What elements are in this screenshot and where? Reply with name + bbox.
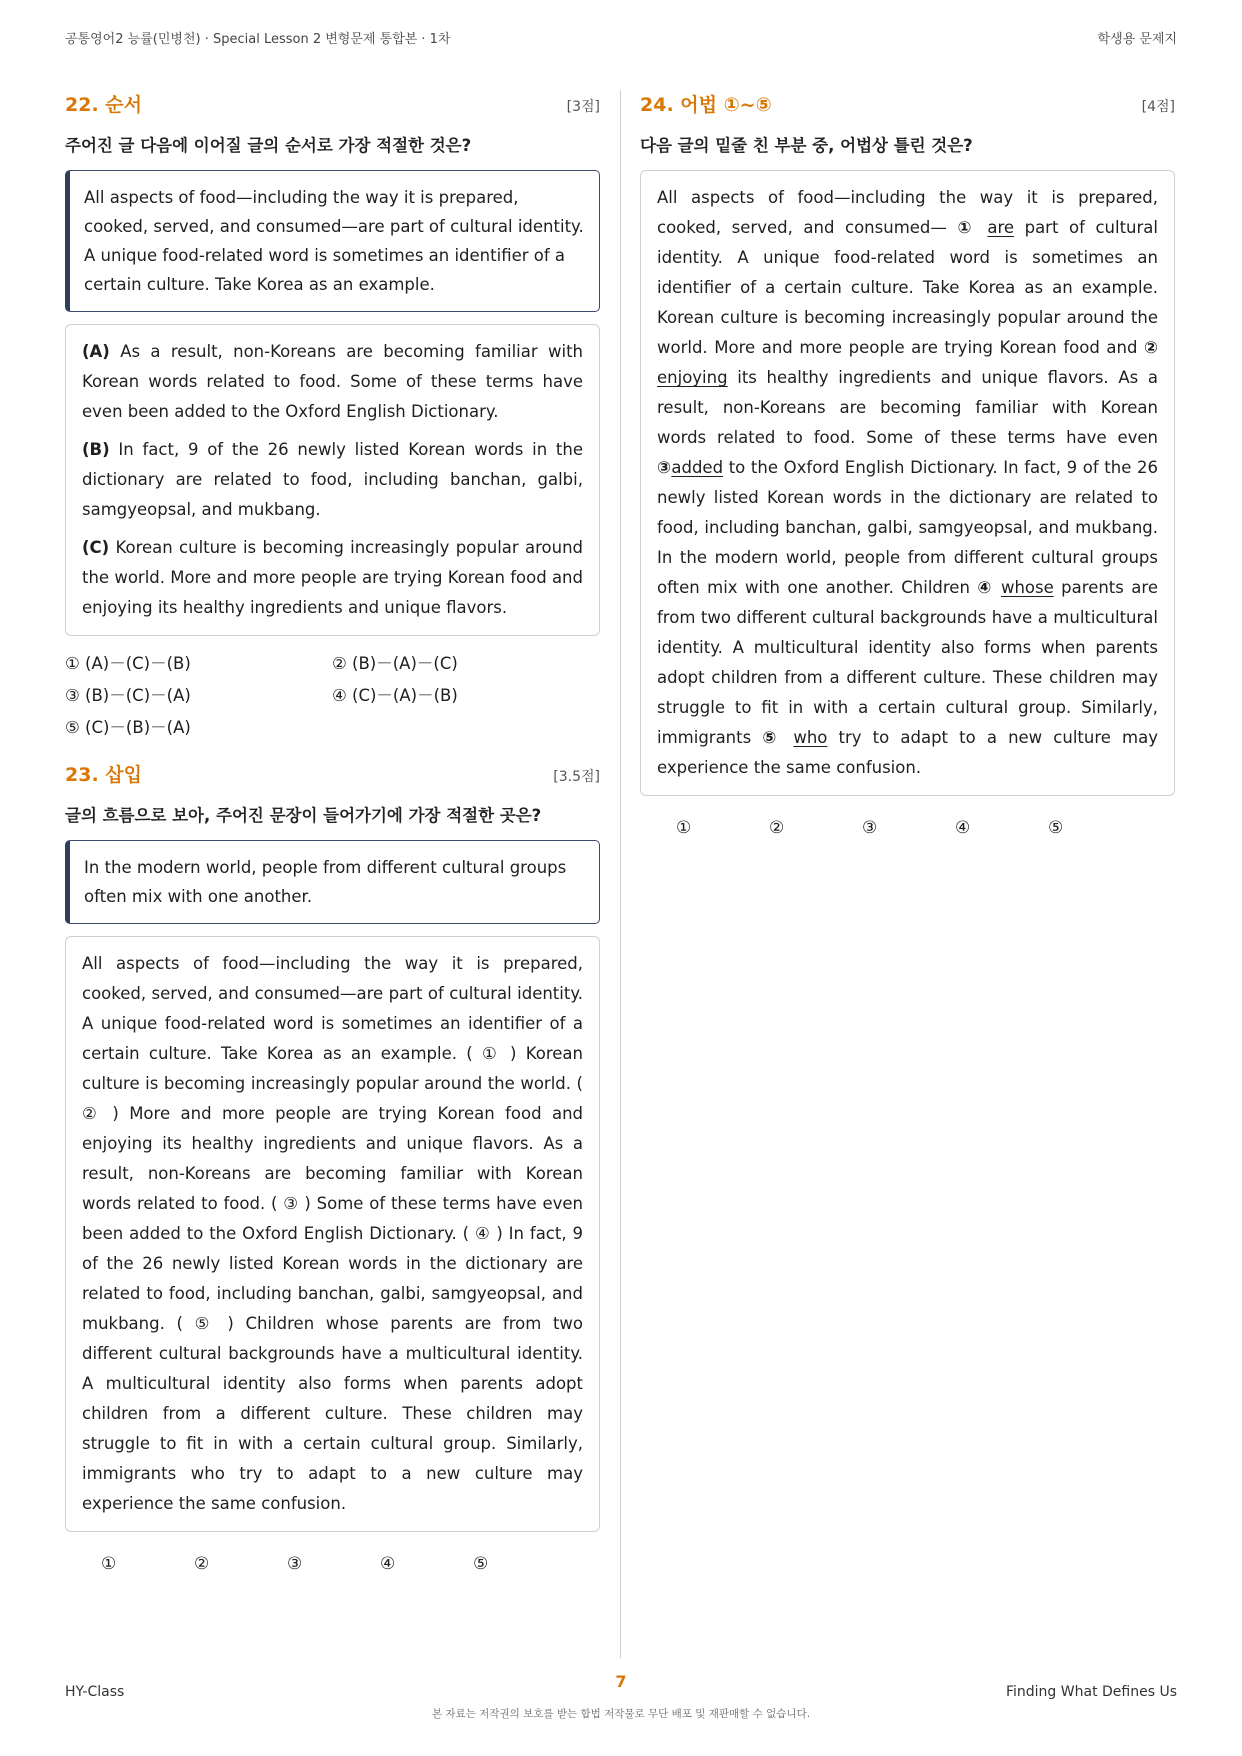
option-1[interactable]: ① (A)－(C)－(B) — [65, 654, 191, 673]
given-sentence-box: In the modern world, people from different cultural groups often mix with one another. — [65, 840, 600, 924]
choice-4[interactable]: ④ — [955, 818, 971, 838]
marker-3: ③ — [657, 458, 672, 477]
question-number: 22. 순서 — [65, 94, 142, 116]
answer-options — [65, 650, 600, 738]
given-text-box: All aspects of food—including the way it is prepared, cooked, served, and consumed—are part of cultural identity. A unique food-related word is sometimes an identifier of a certain culture. Take Korea as an example. — [65, 170, 600, 312]
footer-lesson-title: Finding What Defines Us — [1005, 1684, 1177, 1700]
choice-3[interactable]: ③ — [862, 818, 878, 838]
option-4[interactable]: ④ (C)－(A)－(B) — [332, 686, 458, 705]
footer-brand: HY-Class — [65, 1684, 125, 1700]
left-column — [65, 90, 600, 1574]
question-number: 24. 어법 ①~⑤ — [640, 94, 772, 116]
choice-5[interactable]: ⑤ — [1048, 818, 1064, 838]
answer-choices — [65, 1554, 600, 1574]
choice-5[interactable]: ⑤ — [473, 1554, 489, 1574]
header-doc-type: 학생용 문제지 — [1097, 32, 1177, 47]
choice-2[interactable]: ② — [194, 1554, 210, 1574]
paragraph-a: (A) As a result, non-Koreans are becoming familiar with Korean words related to food. Some of these terms have even been added to the Oxford English Dictionary. — [82, 342, 583, 421]
ordering-paragraphs — [65, 324, 600, 636]
question-23 — [65, 760, 600, 1574]
question-number: 23. 삽입 — [65, 764, 142, 786]
underlined-1: are — [987, 218, 1015, 237]
header-title: 공통영어2 능률(민병천) · Special Lesson 2 변형문제 통합본 · 1차 — [65, 32, 451, 47]
question-22 — [65, 90, 600, 738]
choice-4[interactable]: ④ — [380, 1554, 396, 1574]
paragraph-b: (B) In fact, 9 of the 26 newly listed Korean words in the dictionary are related to food, including banchan, galbi, samgyeopsal, and mukbang. — [82, 440, 583, 519]
question-instruction: 글의 흐름으로 보아, 주어진 문장이 들어가기에 가장 적절한 곳은? — [65, 806, 542, 825]
choice-1[interactable]: ① — [101, 1554, 117, 1574]
page-number: 7 — [615, 1672, 627, 1691]
marker-1: ① — [957, 218, 977, 237]
option-2[interactable]: ② (B)－(A)－(C) — [332, 654, 458, 673]
insertion-passage: All aspects of food—including the way it is prepared, cooked, served, and consumed—are part of cultural identity. A unique food-related word is sometimes an identifier of a certain culture. Take Korea as an example. ( ① ) Korean culture is becoming increasingly popular around the world. ( ② ) More and more people are trying Korean food and enjoying its healthy ingredients and unique flavors. As a result, non-Koreans are becoming familiar with Korean words related to food. ( ③ ) Some of these terms have even been added to the Oxford English Dictionary. ( ④ ) In fact, 9 of the 26 newly listed Korean words in the dictionary are related to food, including banchan, galbi, samgyeopsal, and mukbang. ( ⑤ ) Children whose parents are from two different cultural backgrounds have a multicultural identity. A multicultural identity also forms when parents adopt children from a different culture. These children may struggle to fit in with a certain cultural group. Similarly, immigrants who try to adapt to a new culture may experience the same confusion. — [65, 936, 600, 1532]
copyright-notice: 본 자료는 저작권의 보호를 받는 합법 저작물로 무단 배포 및 재판매할 수 없습니다. — [431, 1708, 811, 1720]
underlined-5: who — [793, 728, 828, 747]
question-points: [3.5점] — [553, 769, 600, 785]
question-instruction: 다음 글의 밑줄 친 부분 중, 어법상 틀린 것은? — [640, 136, 973, 155]
answer-choices — [640, 818, 1175, 838]
marker-5: ⑤ — [762, 728, 783, 747]
marker-4: ④ — [977, 578, 994, 597]
option-3[interactable]: ③ (B)－(C)－(A) — [65, 686, 191, 705]
option-5[interactable]: ⑤ (C)－(B)－(A) — [65, 718, 191, 737]
paragraph-c: (C) Korean culture is becoming increasingly popular around the world. More and more people are trying Korean food and enjoying its healthy ingredients and unique flavors. — [82, 538, 583, 617]
question-instruction: 주어진 글 다음에 이어질 글의 순서로 가장 적절한 것은? — [65, 136, 472, 155]
choice-3[interactable]: ③ — [287, 1554, 303, 1574]
question-points: [3점] — [566, 99, 600, 115]
choice-1[interactable]: ① — [676, 818, 692, 838]
question-points: [4점] — [1141, 99, 1175, 115]
marker-2: ② — [1144, 338, 1158, 357]
column-divider — [620, 90, 621, 1658]
underlined-3: added — [671, 458, 724, 477]
underlined-2: enjoying — [657, 368, 728, 387]
question-24 — [640, 90, 1175, 838]
right-column — [640, 90, 1175, 838]
grammar-passage: All aspects of food—including the way it is prepared, cooked, served, and consumed— ① are part of cultural identity. A unique food-related word is sometimes an identifier of a certain culture. Take Korea as an example. Korean culture is becoming increasingly popular around the world. More and more people are trying Korean food and ② enjoying its healthy ingredients and unique flavors. As a result, non-Koreans are becoming familiar with Korean words related to food. Some of these terms have even ③added to the Oxford English Dictionary. In fact, 9 of the 26 newly listed Korean words in the dictionary are related to food, including banchan, galbi, samgyeopsal, and mukbang. In the modern world, people from different cultural groups often mix with one another. Children ④ whose parents are from two different cultural backgrounds have a multicultural identity. A multicultural identity also forms when parents adopt children from a different culture. These children may struggle to fit in with a certain cultural group. Similarly, immigrants ⑤ who try to adapt to a new culture may experience the same confusion. — [640, 170, 1175, 796]
underlined-4: whose — [1000, 578, 1054, 597]
choice-2[interactable]: ② — [769, 818, 785, 838]
